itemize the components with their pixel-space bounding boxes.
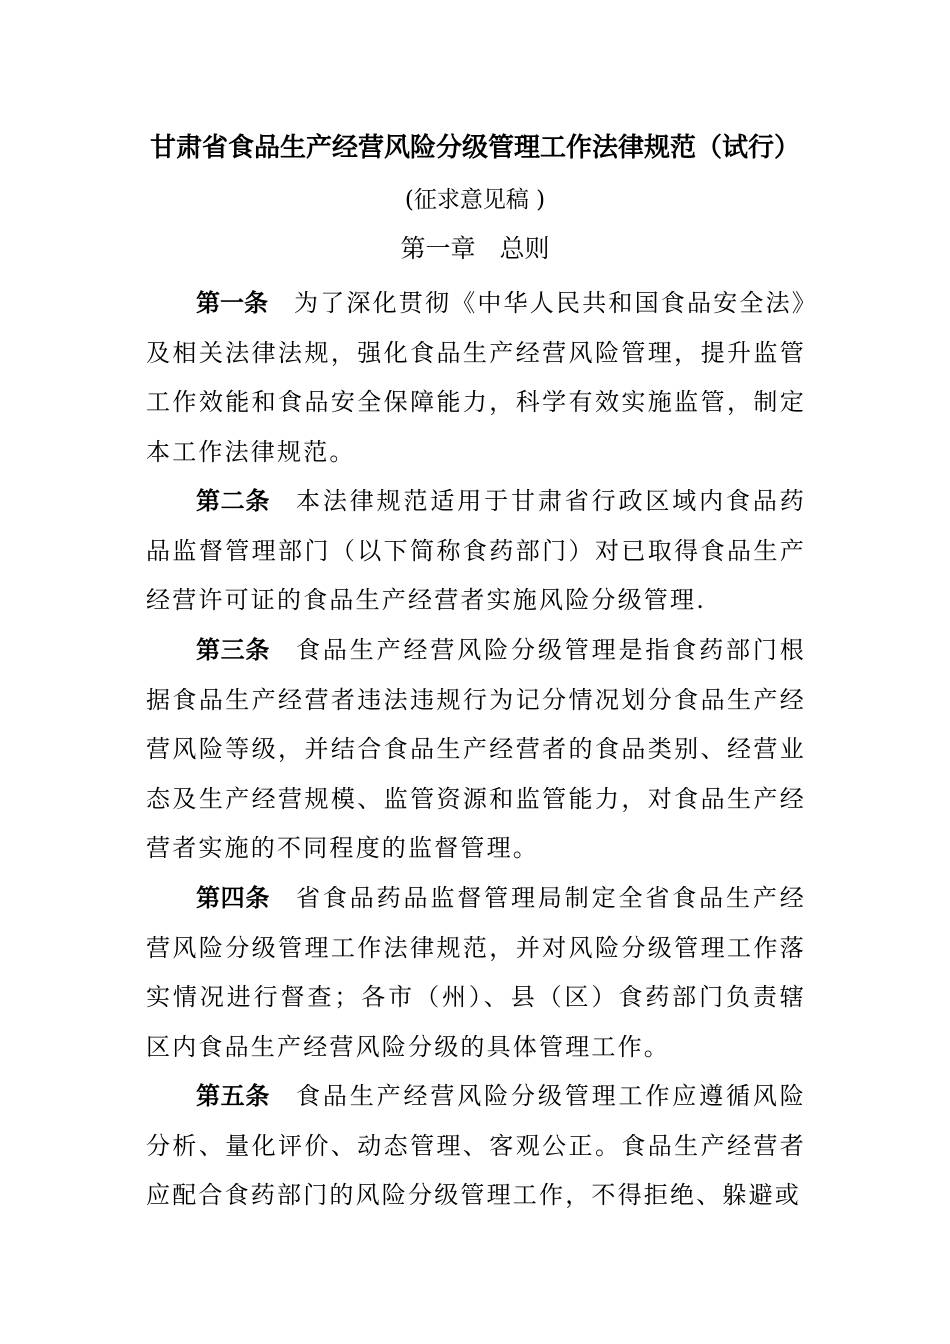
article-4 — [146, 874, 806, 1072]
document-title: 甘肃省食品生产经营风险分级管理工作法律规范（试行） — [149, 133, 800, 163]
document-subtitle: (征求意见稿 ) — [404, 187, 546, 213]
article-3 — [146, 626, 806, 874]
article-text: 为了深化贯彻《中华人民共和国食品安全法》及相关法律法规，强化食品生产经营风险管理，提升监管工作效能和食品安全保障能力，科学有效实施监管，制定本工作法律规范。 — [146, 289, 806, 466]
chapter-name: 总则 — [499, 234, 550, 263]
article-number: 第一条 — [196, 289, 268, 317]
article-number: 第三条 — [196, 636, 271, 664]
article-number: 第二条 — [196, 487, 271, 515]
article-5 — [146, 1072, 806, 1222]
article-text: 本法律规范适用于甘肃省行政区域内食品药品监督管理部门（以下简称食药部门）对已取得食品生产经营许可证的食品生产经营者实施风险分级管理. — [146, 487, 806, 615]
article-number: 第四条 — [196, 884, 271, 912]
article-text: 食品生产经营风险分级管理工作应遵循风险分析、量化评价、动态管理、客观公正。食品生产经营者应配合食药部门的风险分级管理工作，不得拒绝、躲避或 — [146, 1082, 806, 1210]
article-text: 食品生产经营风险分级管理是指食药部门根据食品生产经营者违法违规行为记分情况划分食品生产经营风险等级，并结合食品生产经营者的食品类别、经营业态及生产经营规模、监管资源和监管能力，对食品生产经营者实施的不同程度的监督管理。 — [146, 636, 806, 863]
article-text: 省食品药品监督管理局制定全省食品生产经营风险分级管理工作法律规范，并对风险分级管理工作落实情况进行督查；各市（州）、县（区）食药部门负责辖区内食品生产经营风险分级的具体管理工作。 — [146, 884, 806, 1061]
article-number: 第五条 — [196, 1082, 271, 1110]
chapter-number: 第一章 — [400, 234, 476, 263]
article-1 — [146, 279, 806, 477]
article-2 — [146, 477, 806, 626]
document-body — [146, 279, 806, 1222]
chapter-heading — [0, 229, 950, 269]
